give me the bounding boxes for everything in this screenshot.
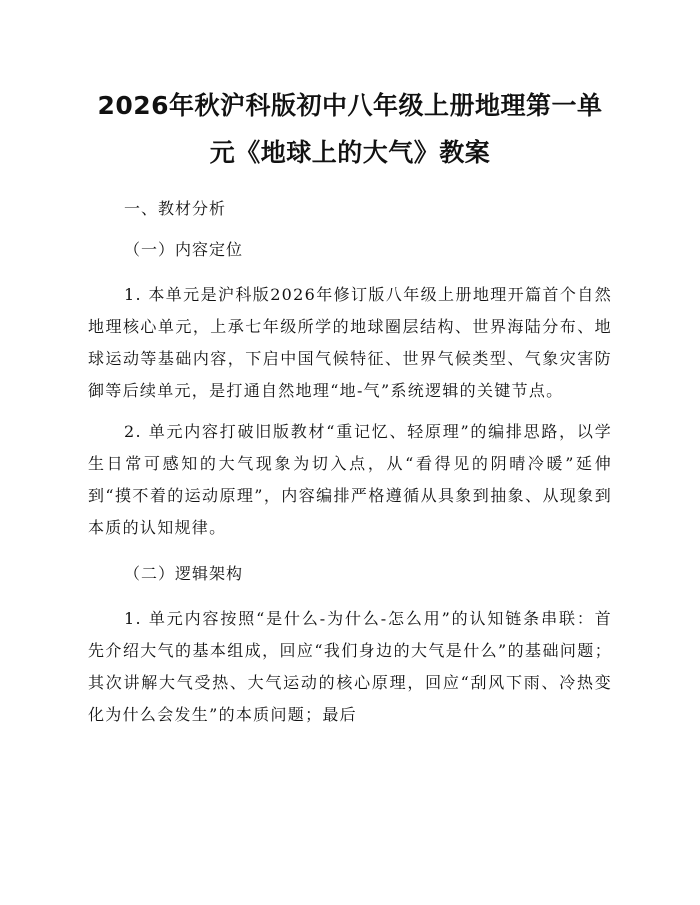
- subsection-heading-logical-structure: （二）逻辑架构: [124, 564, 244, 583]
- subsection-heading-content-positioning: （一）内容定位: [124, 240, 244, 259]
- title-line-2: 元《地球上的大气》教案: [209, 138, 491, 167]
- paragraph-positioning-1: 1. 本单元是沪科版2026年修订版八年级上册地理开篇首个自然地理核心单元，上承七年级所学的地球圈层结构、世界海陆分布、地球运动等基础内容，下启中国气候特征、世界气候类型、气象灾害防御等后续单元，是打通自然地理“地-气”系统逻辑的关键节点。: [88, 285, 612, 400]
- title-line-1: 2026年秋沪科版初中八年级上册地理第一单: [97, 91, 603, 120]
- paragraph-structure-1: 1. 单元内容按照“是什么-为什么-怎么用”的认知链条串联：首先介绍大气的基本组成，回应“我们身边的大气是什么”的基础问题；其次讲解大气受热、大气运动的核心原理，回应“刮风下雨、冷热变化为什么会发生”的本质问题；最后: [88, 609, 612, 724]
- section-heading-textbook-analysis: 一、教材分析: [124, 199, 227, 218]
- paragraph-positioning-2: 2. 单元内容打破旧版教材“重记忆、轻原理”的编排思路，以学生日常可感知的大气现象为切入点，从“看得见的阴晴冷暖”延伸到“摸不着的运动原理”，内容编排严格遵循从具象到抽象、从现象到本质的认知规律。: [88, 422, 612, 537]
- document-title: [88, 82, 612, 176]
